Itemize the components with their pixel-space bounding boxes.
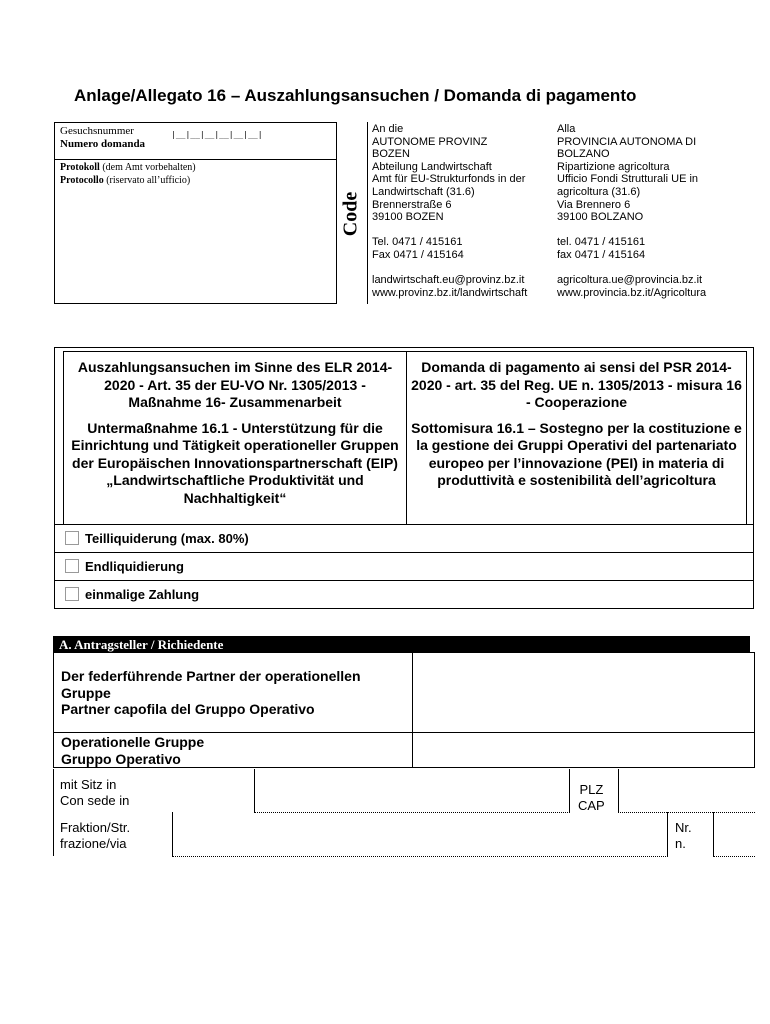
lead-partner-input[interactable] [413, 653, 754, 732]
street-input[interactable] [172, 812, 668, 857]
postal-code-label: PLZ CAP [578, 782, 605, 813]
seat-input[interactable] [254, 769, 570, 813]
application-number-label-de: Gesuchsnummer [60, 125, 134, 137]
option-final-payment[interactable] [54, 553, 754, 581]
option-label: Teilliquiderung (max. 80%) [85, 531, 249, 546]
checkbox[interactable] [65, 531, 79, 545]
protocol-box [54, 122, 337, 304]
operational-group-label-de: Operationelle Gruppe [61, 734, 205, 750]
option-label: einmalige Zahlung [85, 587, 200, 602]
measure-box [54, 347, 754, 525]
protocol-note-it: (riservato all’ufficio) [106, 175, 191, 186]
left-border [53, 769, 54, 856]
measure-german [64, 352, 407, 524]
lead-partner-label-de: Der federführende Partner der operationellen Gruppe [61, 668, 361, 701]
applicant-box [53, 652, 755, 768]
application-number-boxes[interactable]: |__|__|__|__|__|__| [171, 130, 263, 139]
address-italian: Alla PROVINCIA AUTONOMA DI BOLZANO Ripartizione agricoltura Ufficio Fondi Strutturali UE in agricoltura (31.6) Via Brennero 6 39100 BOLZANO tel. 0471 / 415161 fax 0471 / 415164 agricoltura.ue@provincia.bz.it www.provincia.bz.it/Agricoltura [557, 123, 707, 299]
measure-title-de: Auszahlungsansuchen im Sinne des ELR 2014-2020 - Art. 35 der EU-VO Nr. 1305/2013 - Maßnahme 16- Zusammenarbeit [77, 359, 393, 410]
protocol-label-it: Protocollo [60, 175, 104, 186]
measure-title-it: Domanda di pagamento ai sensi del PSR 2014-2020 - art. 35 del Reg. UE n. 1305/2013 - misura 16 - Cooperazione [411, 359, 742, 410]
option-partial-payment[interactable] [54, 525, 754, 553]
application-number-row [55, 123, 336, 160]
page-title: Anlage/Allegato 16 – Auszahlungsansuchen / Domanda di pagamento [74, 86, 637, 105]
lead-partner-label-it: Partner capofila del Gruppo Operativo [61, 701, 315, 717]
protocol-label-de: Protokoll [60, 162, 100, 173]
address-german: An die AUTONOME PROVINZ BOZEN Abteilung Landwirtschaft Amt für EU-Strukturfonds in der Landwirtschaft (31.6) Brennerstraße 6 39100 BOZEN Tel. 0471 / 415161 Fax 0471 / 415164 landwirtschaft.eu@provinz.bz.it www.provinz.bz.it/landwirtschaft [372, 123, 528, 299]
seat-label: mit Sitz in Con sede in [60, 777, 130, 808]
measure-sub-de: Untermaßnahme 16.1 - Unterstützung für die Einrichtung und Tätigkeit operationeller Gruppen der Europäischen Innovationspartnerschaft (EIP) „Landwirtschaftliche Produktivität und Nachhaltigkeit“ [71, 419, 399, 506]
section-a-header [53, 636, 750, 652]
option-single-payment[interactable] [54, 581, 754, 609]
protocol-field [60, 161, 196, 187]
code-column [337, 122, 368, 304]
code-label: Code [339, 191, 362, 237]
operational-group-input[interactable] [413, 733, 754, 767]
checkbox[interactable] [65, 587, 79, 601]
operational-group-label [61, 734, 401, 767]
application-number-label-it: Numero domanda [60, 138, 146, 150]
house-number-label: Nr. n. [675, 820, 692, 851]
street-label: Fraktion/Str. frazione/via [60, 820, 131, 851]
protocol-note-de: (dem Amt vorbehalten) [102, 162, 196, 173]
operational-group-label-it: Gruppo Operativo [61, 750, 181, 767]
option-label: Endliquidierung [85, 559, 184, 574]
section-a-title: A. Antragsteller / Richiedente [59, 637, 224, 652]
measure-italian [407, 352, 746, 524]
checkbox[interactable] [65, 559, 79, 573]
postal-code-input[interactable] [618, 769, 755, 813]
lead-partner-label [61, 668, 401, 718]
measure-sub-it: Sottomisura 16.1 – Sostegno per la costituzione e la gestione dei Gruppi Operativi del partenariato europeo per l’innovazione (PEI) in materia di produttività e sostenibilità dell’agricoltura [411, 419, 742, 488]
house-number-input[interactable] [713, 812, 755, 857]
